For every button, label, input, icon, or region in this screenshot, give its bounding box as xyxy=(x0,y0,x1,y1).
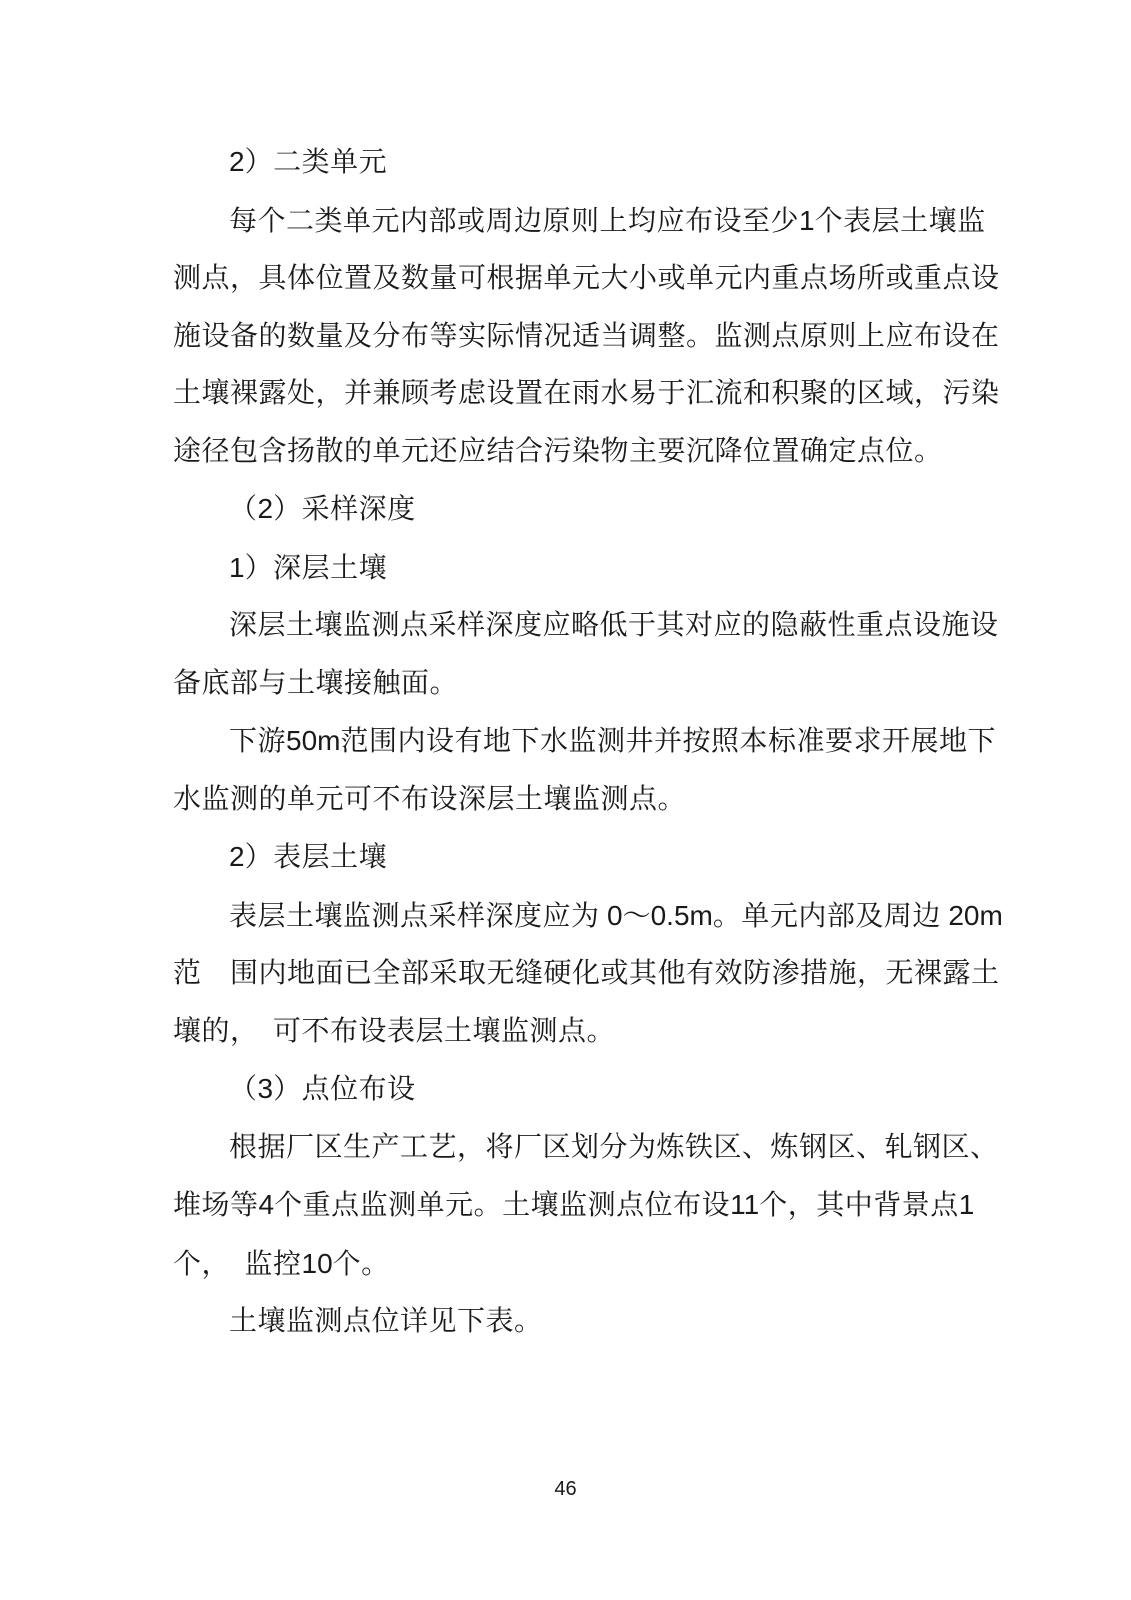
latin-text-run: 11 xyxy=(730,1189,760,1220)
paragraph: （2）采样深度 xyxy=(229,493,416,525)
latin-text-run: 4 xyxy=(258,1189,275,1220)
latin-text-run: 2 xyxy=(229,841,245,872)
latin-text-run: 0～0.5m xyxy=(607,899,713,931)
latin-text-run: 2 xyxy=(257,493,274,524)
paragraph: 下游50m范围内设有地下水监测井并按照本标准要求开展地下水监测的单元可不布设深层土壤监测点。 xyxy=(173,725,996,815)
paragraph: 根据厂区生产工艺，将厂区划分为炼铁区、炼钢区、轧钢区、堆场等4个重点监测单元。土壤监测点位布设11个，其中背景点1个， 监控10个。 xyxy=(173,1131,999,1280)
paragraph: 1）深层土壤 xyxy=(229,551,388,584)
paragraph: 2）二类单元 xyxy=(229,146,388,178)
latin-text-run: 2 xyxy=(229,146,245,177)
page-number: 46 xyxy=(554,1478,577,1500)
latin-text-run: 1 xyxy=(229,551,245,583)
paragraph: （3）点位布设 xyxy=(229,1073,416,1105)
latin-text-run: 50m xyxy=(286,725,341,756)
latin-text-run: 1 xyxy=(958,1189,975,1220)
document-body xyxy=(173,133,1014,1351)
paragraph: 土壤监测点位详见下表。 xyxy=(229,1306,543,1337)
latin-text-run: 3 xyxy=(257,1073,274,1104)
paragraph: 每个二类单元内部或周边原则上均应布设至少1个表层土壤监测点，具体位置及数量可根据单元大小或单元内重点场所或重点设施设备的数量及分布等实际情况适当调整。监测点原则上应布设在土壤裸露处，并兼顾考虑设置在雨水易于汇流和积聚的区域，污染途径包含扬散的单元还应结合污染物主要沉降位置确定点位。 xyxy=(173,204,1000,467)
latin-text-run: 20m xyxy=(948,899,1003,931)
paragraph: 深层土壤监测点采样深度应略低于其对应的隐蔽性重点设施设备底部与土壤接触面。 xyxy=(173,610,999,699)
paragraph: 表层土壤监测点采样深度应为 0～0.5m。单元内部及周边 20m范 围内地面已全部采取无缝硬化或其他有效防渗措施，无裸露土壤的， 可不布设表层土壤监测点。 xyxy=(173,899,1003,1047)
latin-text-run: 10 xyxy=(301,1247,333,1279)
latin-text-run: 1 xyxy=(799,204,815,236)
paragraph: 2）表层土壤 xyxy=(229,841,388,873)
